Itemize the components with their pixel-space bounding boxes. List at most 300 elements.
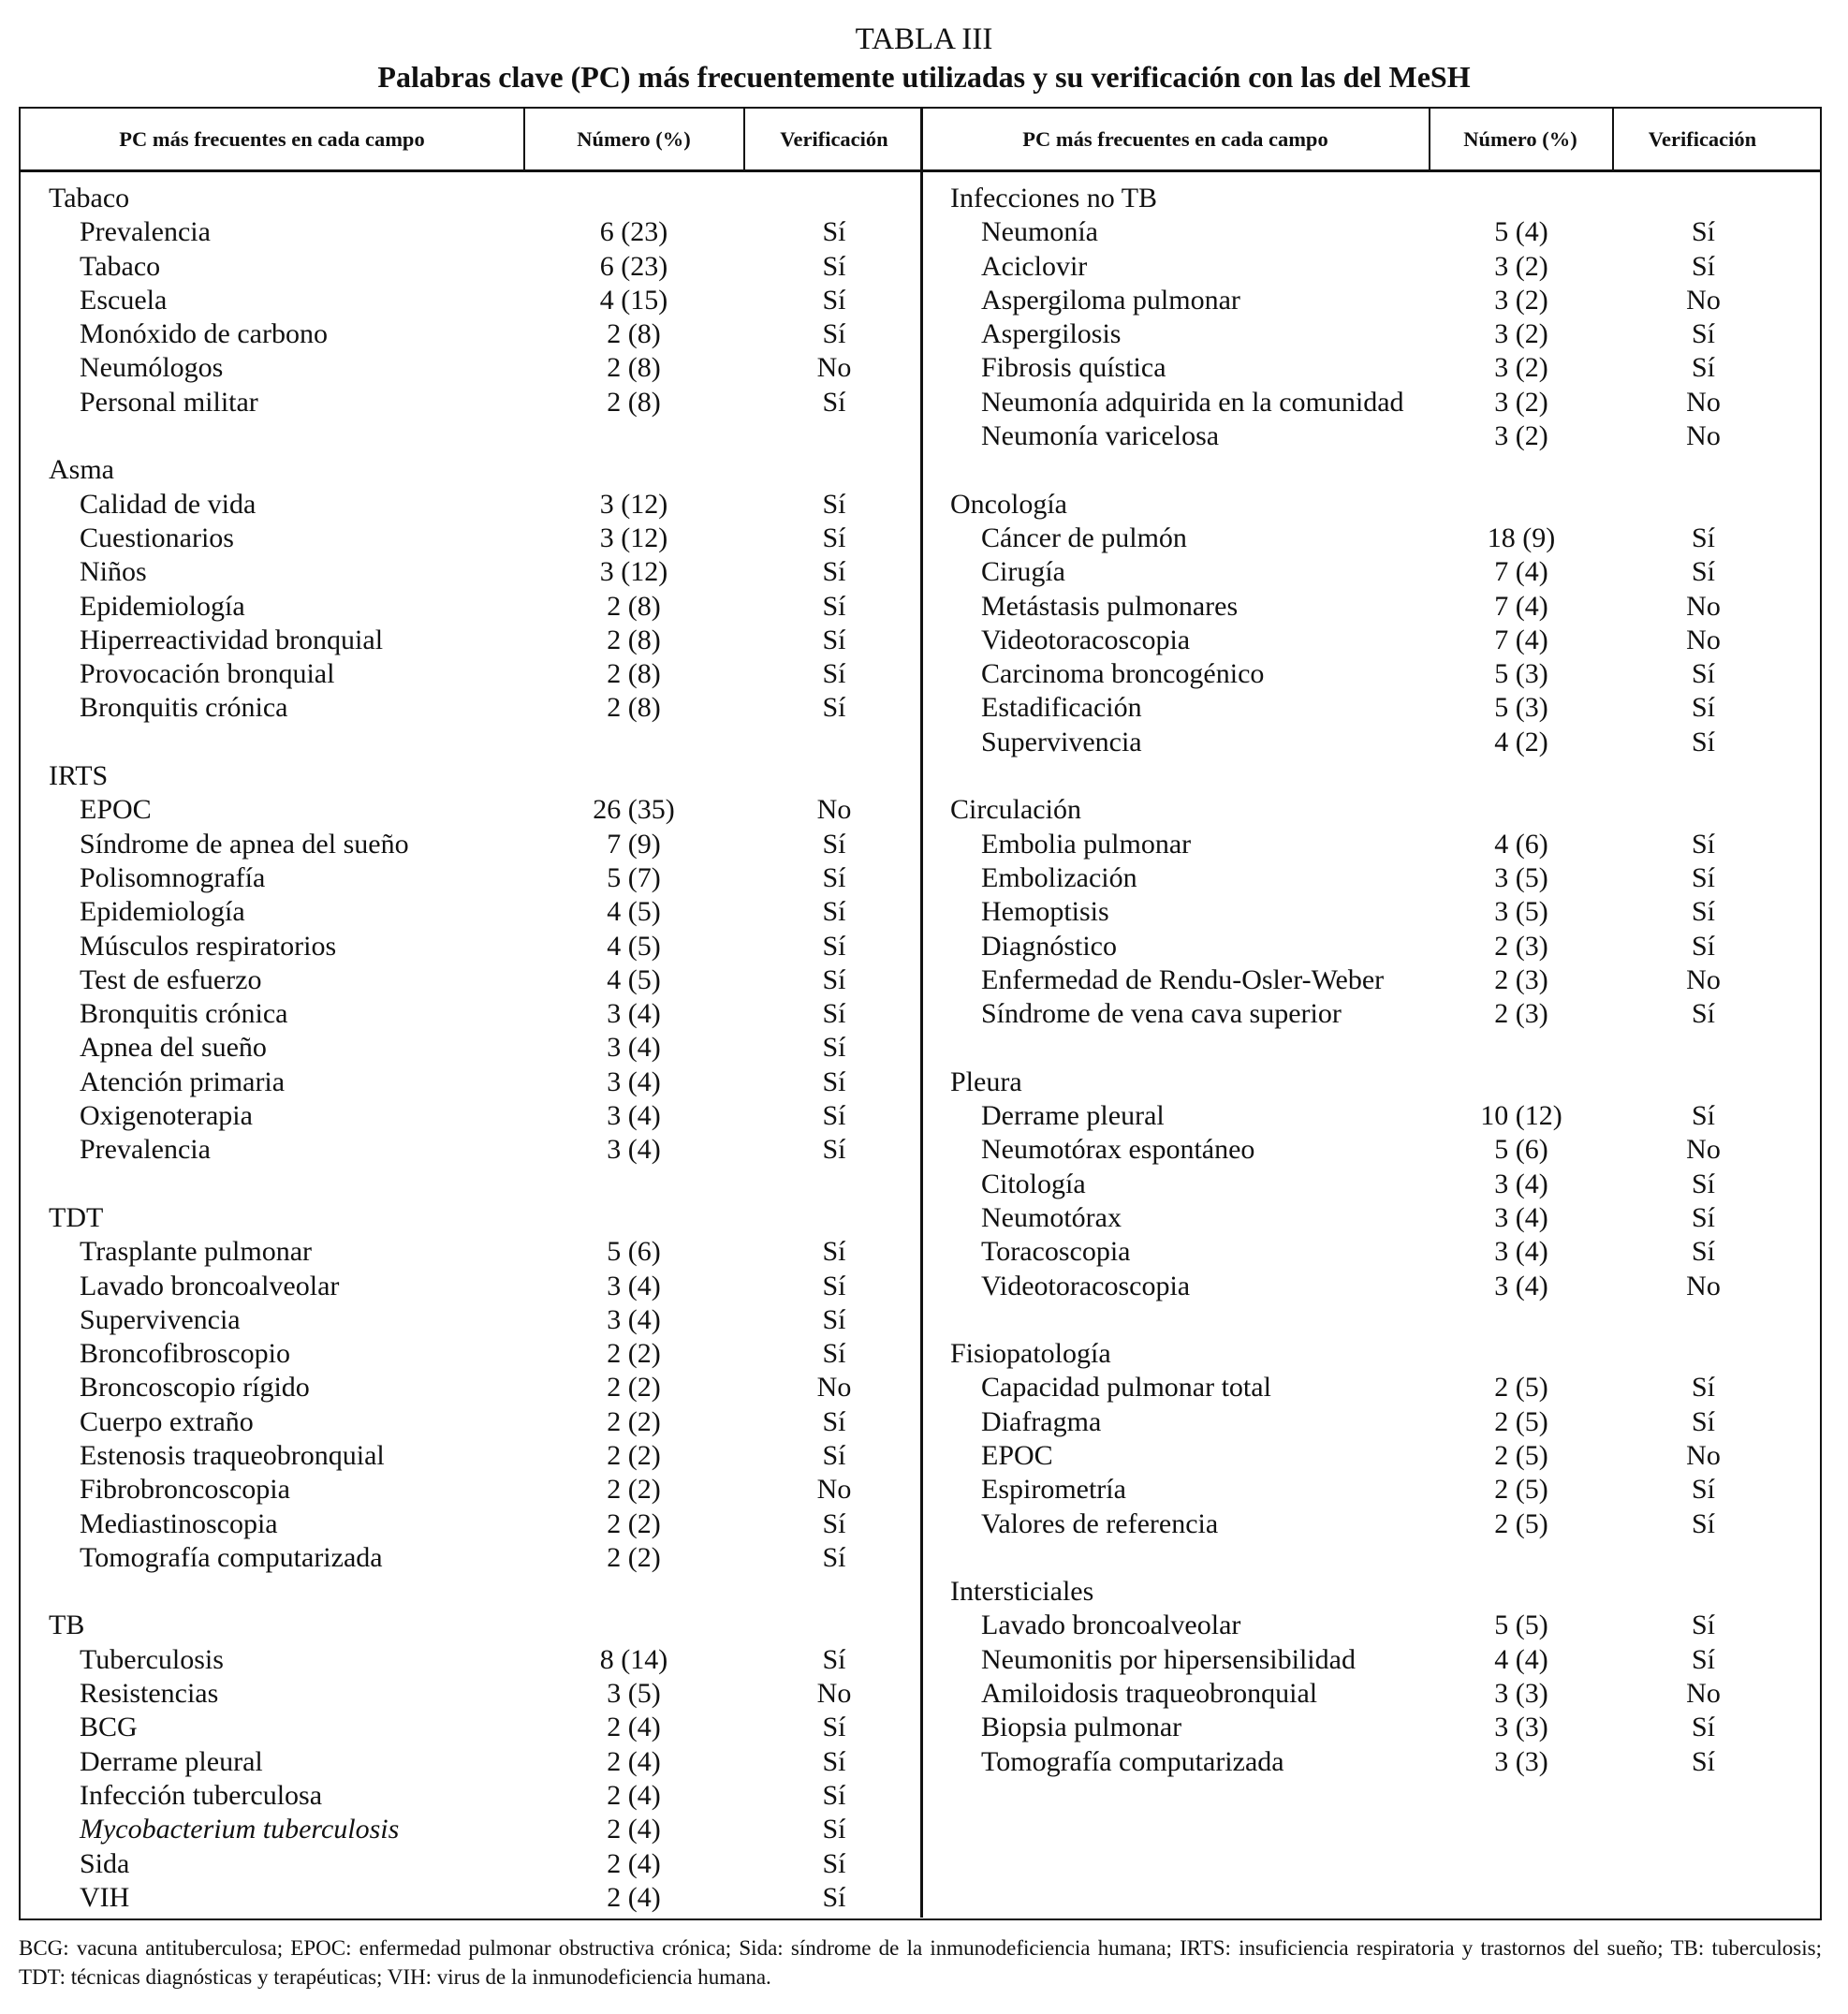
mesh-verification: Sí — [1691, 250, 1716, 282]
table-row — [21, 1541, 920, 1575]
table-row — [922, 522, 1794, 555]
keyword-term: Tomografía computarizada — [80, 1541, 383, 1573]
keyword-count: 3 (4) — [607, 1032, 661, 1064]
keyword-count: 5 (4) — [1494, 216, 1548, 248]
mesh-verification: Sí — [822, 1507, 846, 1539]
table-row — [922, 624, 1794, 657]
keyword-term: Aciclovir — [981, 250, 1088, 282]
keyword-term: Aspergiloma pulmonar — [981, 284, 1240, 316]
keyword-count: 3 (2) — [1494, 284, 1548, 316]
mesh-verification: Sí — [1691, 216, 1716, 248]
table-row — [21, 522, 920, 555]
mesh-verification: No — [1686, 1270, 1721, 1301]
keyword-term: Hiperreactividad bronquial — [80, 624, 384, 655]
mesh-verification: Sí — [822, 1643, 846, 1675]
keyword-term: Biopsia pulmonar — [981, 1712, 1182, 1743]
keyword-term: Prevalencia — [80, 1134, 211, 1166]
mesh-verification: Sí — [822, 1779, 846, 1811]
table-row — [21, 284, 920, 317]
keyword-term: Escuela — [80, 284, 168, 316]
mesh-verification: Sí — [822, 896, 846, 928]
mesh-verification: No — [1686, 386, 1721, 418]
mesh-verification: Sí — [1691, 1712, 1716, 1743]
right-column — [922, 182, 1794, 1813]
keyword-count: 2 (5) — [1494, 1439, 1548, 1471]
mesh-verification: No — [1686, 1678, 1721, 1710]
mesh-verification: Sí — [1691, 352, 1716, 384]
table-row — [21, 1507, 920, 1541]
group-header-row — [21, 1609, 920, 1642]
keyword-term: Neumonía adquirida en la comunidad — [981, 386, 1404, 418]
header-verification-left: Verificación — [780, 127, 888, 151]
mesh-verification: Sí — [822, 386, 846, 418]
header-term-left: PC más frecuentes en cada campo — [119, 127, 425, 151]
mesh-verification: Sí — [1691, 1474, 1716, 1506]
keyword-count: 7 (4) — [1494, 556, 1548, 588]
mesh-verification: No — [816, 794, 852, 826]
mesh-verification: No — [1686, 624, 1721, 655]
table-row — [21, 1745, 920, 1779]
mesh-verification: Sí — [1691, 861, 1716, 893]
keyword-term: Neumonitis por hipersensibilidad — [981, 1643, 1356, 1675]
mesh-verification: Sí — [822, 590, 846, 622]
keyword-count: 2 (8) — [607, 352, 661, 384]
keyword-term: EPOC — [981, 1439, 1053, 1471]
keyword-term: Test de esfuerzo — [80, 963, 262, 995]
keyword-count: 3 (5) — [1494, 861, 1548, 893]
keyword-count: 4 (15) — [599, 284, 668, 316]
keyword-count: 2 (2) — [607, 1439, 661, 1471]
mesh-verification: Sí — [822, 216, 846, 248]
table-row — [922, 317, 1794, 351]
table-title: Palabras clave (PC) más frecuentemente utilizadas y su verificación con las del MeSH — [377, 60, 1471, 94]
keyword-count: 6 (23) — [599, 250, 668, 282]
keyword-count: 3 (4) — [1494, 1168, 1548, 1199]
keyword-term: EPOC — [80, 794, 152, 826]
keyword-count: 26 (35) — [593, 794, 675, 826]
mesh-verification: No — [1686, 420, 1721, 452]
group-name: Asma — [49, 454, 114, 486]
mesh-verification: Sí — [822, 1881, 846, 1913]
mesh-verification: Sí — [822, 658, 846, 690]
keyword-count: 3 (2) — [1494, 250, 1548, 282]
mesh-verification: Sí — [822, 1847, 846, 1879]
keyword-term: Derrame pleural — [80, 1745, 263, 1777]
table-row — [922, 1677, 1794, 1711]
table-row — [21, 1473, 920, 1507]
keyword-count: 2 (2) — [607, 1338, 661, 1370]
table-row — [21, 1337, 920, 1371]
mesh-verification: Sí — [822, 692, 846, 724]
header-number-right: Número (%) — [1463, 127, 1577, 151]
table-row — [922, 386, 1794, 419]
mesh-verification: Sí — [1691, 522, 1716, 553]
keyword-term: Neumotórax espontáneo — [981, 1134, 1255, 1166]
keyword-term: Bronquitis crónica — [80, 692, 288, 724]
mesh-verification: Sí — [822, 1236, 846, 1268]
keyword-group — [21, 1609, 920, 1915]
mesh-verification: No — [816, 1372, 852, 1404]
table-row — [922, 250, 1794, 284]
keyword-term: Citología — [981, 1168, 1086, 1199]
mesh-verification: Sí — [1691, 1372, 1716, 1404]
keyword-count: 3 (3) — [1494, 1678, 1548, 1710]
keyword-term: Bronquitis crónica — [80, 998, 288, 1030]
keyword-count: 2 (8) — [607, 692, 661, 724]
keyword-term: Videotoracoscopia — [981, 1270, 1191, 1301]
keyword-term: Valores de referencia — [981, 1507, 1219, 1539]
group-header-row — [922, 793, 1794, 827]
keyword-term: Infección tuberculosa — [80, 1779, 323, 1811]
keyword-count: 7 (9) — [607, 828, 661, 860]
keyword-term: Epidemiología — [80, 896, 245, 928]
mesh-verification: Sí — [1691, 556, 1716, 588]
group-header-row — [21, 182, 920, 215]
table-row — [922, 1439, 1794, 1473]
keyword-count: 2 (8) — [607, 658, 661, 690]
table-row — [922, 828, 1794, 861]
group-header-row — [922, 182, 1794, 215]
keyword-term: Músculos respiratorios — [80, 930, 337, 962]
table-row — [922, 1371, 1794, 1404]
table-row — [21, 386, 920, 419]
mesh-verification: Sí — [1691, 930, 1716, 962]
table-row — [21, 1813, 920, 1846]
keyword-term: Fibrosis quística — [981, 352, 1166, 384]
keyword-count: 10 (12) — [1480, 1100, 1562, 1132]
keyword-group — [21, 182, 920, 419]
keyword-term: Síndrome de apnea del sueño — [80, 828, 409, 860]
keyword-term: Carcinoma broncogénico — [981, 658, 1265, 690]
keyword-term: Hemoptisis — [981, 896, 1109, 928]
group-name: Fisiopatología — [950, 1338, 1111, 1370]
keyword-term: Trasplante pulmonar — [80, 1236, 313, 1268]
mesh-verification: Sí — [1691, 828, 1716, 860]
keyword-count: 2 (2) — [607, 1474, 661, 1506]
keyword-count: 2 (4) — [607, 1745, 661, 1777]
keyword-count: 3 (4) — [607, 1270, 661, 1301]
table-row — [922, 555, 1794, 589]
mesh-verification: Sí — [822, 522, 846, 553]
table-row — [922, 895, 1794, 929]
mesh-verification: No — [1686, 590, 1721, 622]
mesh-verification: Sí — [822, 1270, 846, 1301]
keyword-count: 2 (8) — [607, 386, 661, 418]
group-header-row — [21, 759, 920, 793]
group-header-row — [922, 488, 1794, 522]
keyword-count: 3 (2) — [1494, 386, 1548, 418]
table-row — [922, 997, 1794, 1031]
mesh-verification: Sí — [1691, 1201, 1716, 1233]
mesh-verification: Sí — [822, 318, 846, 350]
table-row — [21, 1270, 920, 1303]
keyword-term: Supervivencia — [981, 726, 1142, 757]
table-row — [21, 793, 920, 827]
keyword-count: 2 (4) — [607, 1847, 661, 1879]
mesh-verification: Sí — [1691, 1100, 1716, 1132]
group-name: IRTS — [49, 760, 109, 792]
table-row — [922, 1473, 1794, 1507]
keyword-term: Toracoscopia — [981, 1236, 1131, 1268]
keyword-count: 3 (4) — [607, 1303, 661, 1335]
mesh-verification: Sí — [822, 1712, 846, 1743]
keyword-term: Neumonía — [981, 216, 1098, 248]
keyword-term: Sida — [80, 1847, 130, 1879]
table-row — [922, 1405, 1794, 1439]
table-row — [21, 624, 920, 657]
keyword-count: 3 (12) — [599, 522, 668, 553]
keyword-term: Amiloidosis traqueobronquial — [981, 1678, 1318, 1710]
keyword-term: Metástasis pulmonares — [981, 590, 1239, 622]
mesh-verification: Sí — [1691, 1405, 1716, 1437]
keyword-count: 2 (3) — [1494, 998, 1548, 1030]
table-row — [21, 1133, 920, 1167]
table-row — [922, 657, 1794, 691]
table-row — [21, 215, 920, 249]
group-name: TDT — [49, 1201, 104, 1233]
keyword-count: 3 (4) — [607, 1134, 661, 1166]
keyword-count: 5 (6) — [1494, 1134, 1548, 1166]
table-row — [21, 657, 920, 691]
keyword-term: Apnea del sueño — [80, 1032, 267, 1064]
keyword-count: 2 (4) — [607, 1779, 661, 1811]
mesh-verification: Sí — [1691, 318, 1716, 350]
mesh-verification: Sí — [1691, 726, 1716, 757]
group-name: Oncología — [950, 488, 1067, 520]
keyword-term: Lavado broncoalveolar — [80, 1270, 340, 1301]
group-name: Pleura — [950, 1066, 1022, 1097]
keyword-count: 4 (6) — [1494, 828, 1548, 860]
keyword-count: 2 (2) — [607, 1541, 661, 1573]
mesh-verification: No — [816, 1678, 852, 1710]
keyword-term: Cuestionarios — [80, 522, 234, 553]
keyword-term: Epidemiología — [80, 590, 245, 622]
table-row — [21, 1099, 920, 1133]
keyword-term: Embolia pulmonar — [981, 828, 1192, 860]
mesh-verification: Sí — [1691, 1236, 1716, 1268]
keyword-term: Supervivencia — [80, 1303, 241, 1335]
mesh-verification: Sí — [822, 1134, 846, 1166]
keyword-count: 4 (5) — [607, 896, 661, 928]
table-row — [922, 861, 1794, 895]
group-name: Tabaco — [49, 183, 130, 213]
keyword-count: 3 (5) — [607, 1678, 661, 1710]
table-row — [21, 1779, 920, 1813]
keyword-count: 3 (3) — [1494, 1712, 1548, 1743]
mesh-verification: Sí — [822, 963, 846, 995]
table-row — [21, 1881, 920, 1915]
keyword-count: 2 (5) — [1494, 1507, 1548, 1539]
group-name: Infecciones no TB — [950, 183, 1158, 213]
keyword-count: 3 (2) — [1494, 318, 1548, 350]
mesh-verification: Sí — [822, 1338, 846, 1370]
table-row — [21, 1066, 920, 1099]
keyword-count: 2 (2) — [607, 1507, 661, 1539]
keyword-term: Diafragma — [981, 1405, 1102, 1437]
keyword-term: Calidad de vida — [80, 488, 257, 520]
keyword-count: 2 (2) — [607, 1372, 661, 1404]
mesh-verification: Sí — [822, 624, 846, 655]
table-row — [21, 895, 920, 929]
mesh-verification: Sí — [822, 1100, 846, 1132]
table-row — [922, 215, 1794, 249]
table-row — [922, 590, 1794, 624]
table-row — [21, 828, 920, 861]
group-header-row — [21, 453, 920, 487]
table-caption — [0, 21, 1848, 96]
keyword-count: 8 (14) — [599, 1643, 668, 1675]
keyword-term: Videotoracoscopia — [981, 624, 1191, 655]
mesh-verification: Sí — [822, 930, 846, 962]
table-row — [922, 1270, 1794, 1303]
keyword-count: 4 (4) — [1494, 1643, 1548, 1675]
keyword-count: 4 (5) — [607, 963, 661, 995]
table-row — [21, 1847, 920, 1881]
table-row — [922, 1201, 1794, 1235]
mesh-verification: No — [1686, 963, 1721, 995]
keyword-count: 18 (9) — [1487, 522, 1556, 553]
table-row — [922, 1235, 1794, 1269]
keyword-count: 7 (4) — [1494, 624, 1548, 655]
mesh-verification: Sí — [822, 998, 846, 1030]
table-row — [21, 250, 920, 284]
group-name: Intersticiales — [950, 1576, 1094, 1608]
header-number-left: Número (%) — [577, 127, 691, 151]
keyword-count: 5 (3) — [1494, 658, 1548, 690]
keyword-count: 2 (8) — [607, 318, 661, 350]
mesh-verification: No — [1686, 1439, 1721, 1471]
mesh-verification: Sí — [822, 1439, 846, 1471]
table-row — [21, 488, 920, 522]
keyword-count: 3 (4) — [1494, 1201, 1548, 1233]
keyword-count: 3 (5) — [1494, 896, 1548, 928]
table-row — [922, 963, 1794, 997]
mesh-verification: Sí — [1691, 1745, 1716, 1777]
table-row — [922, 1133, 1794, 1167]
keyword-group — [21, 453, 920, 725]
header-verification-right: Verificación — [1648, 127, 1757, 151]
keyword-group — [922, 793, 1794, 1031]
table-row — [922, 1507, 1794, 1541]
table-row — [21, 1031, 920, 1065]
mesh-verification: Sí — [822, 488, 846, 520]
table-row — [922, 1609, 1794, 1642]
keyword-count: 4 (2) — [1494, 726, 1548, 757]
keyword-term: Cáncer de pulmón — [981, 522, 1187, 553]
keyword-count: 3 (4) — [1494, 1236, 1548, 1268]
keyword-term: Monóxido de carbono — [80, 318, 328, 350]
keyword-count: 2 (4) — [607, 1881, 661, 1913]
mesh-verification: Sí — [822, 861, 846, 893]
keyword-count: 3 (2) — [1494, 352, 1548, 384]
keyword-term: Oxigenoterapia — [80, 1100, 253, 1132]
mesh-verification: No — [816, 352, 852, 384]
table-footnote: BCG: vacuna antituberculosa; EPOC: enfermedad pulmonar obstructiva crónica; Sida: síndrome de la inmunodeficiencia humana; IRTS: insuficiencia respiratoria y trastornos del sueño; TB: tuberculosis; TDT: técnicas diagnósticas y terapéuticas; VIH: virus de la inmunodeficiencia humana. — [19, 1936, 1822, 1989]
mesh-verification: Sí — [1691, 692, 1716, 724]
mesh-verification: Sí — [822, 1303, 846, 1335]
keyword-term: Lavado broncoalveolar — [981, 1610, 1241, 1641]
keyword-term: Mycobacterium tuberculosis — [80, 1814, 400, 1845]
keyword-term: Síndrome de vena cava superior — [981, 998, 1342, 1030]
group-header-row — [922, 1066, 1794, 1099]
table-row — [21, 1711, 920, 1744]
mesh-verification: Sí — [822, 1066, 846, 1097]
header-term-right: PC más frecuentes en cada campo — [1022, 127, 1328, 151]
keyword-term: Tabaco — [80, 250, 161, 282]
keyword-count: 5 (6) — [607, 1236, 661, 1268]
keyword-count: 2 (4) — [607, 1814, 661, 1845]
mesh-verification: No — [1686, 1134, 1721, 1166]
table-row — [922, 1168, 1794, 1201]
keyword-count: 2 (3) — [1494, 963, 1548, 995]
keyword-term: Provocación bronquial — [80, 658, 335, 690]
group-header-row — [21, 1201, 920, 1235]
table-row — [922, 284, 1794, 317]
keyword-count: 3 (4) — [1494, 1270, 1548, 1301]
mesh-verification: Sí — [1691, 998, 1716, 1030]
mesh-verification: Sí — [822, 1405, 846, 1437]
keyword-count: 3 (12) — [599, 556, 668, 588]
keyword-count: 3 (3) — [1494, 1745, 1548, 1777]
keyword-count: 3 (2) — [1494, 420, 1548, 452]
mesh-verification: Sí — [1691, 896, 1716, 928]
table-row — [21, 691, 920, 725]
keyword-term: Atención primaria — [80, 1066, 286, 1097]
mesh-verification: Sí — [1691, 1643, 1716, 1675]
keyword-count: 7 (4) — [1494, 590, 1548, 622]
mesh-verification: Sí — [1691, 658, 1716, 690]
keyword-group — [922, 1575, 1794, 1779]
table-row — [922, 1745, 1794, 1779]
keyword-term: Diagnóstico — [981, 930, 1117, 962]
keyword-count: 3 (4) — [607, 1066, 661, 1097]
keyword-term: Tomografía computarizada — [981, 1745, 1284, 1777]
keyword-count: 5 (5) — [1494, 1610, 1548, 1641]
keyword-term: Embolización — [981, 861, 1137, 893]
mesh-verification: No — [1686, 284, 1721, 316]
keyword-term: Fibrobroncoscopia — [80, 1474, 290, 1506]
keyword-count: 3 (4) — [607, 1100, 661, 1132]
table-row — [21, 930, 920, 963]
table-row — [922, 351, 1794, 385]
keyword-term: Neumotórax — [981, 1201, 1122, 1233]
keyword-term: VIH — [80, 1881, 130, 1913]
group-name: TB — [49, 1610, 85, 1641]
group-header-row — [922, 1337, 1794, 1371]
keyword-term: Prevalencia — [80, 216, 211, 248]
mesh-verification: Sí — [1691, 1168, 1716, 1199]
table-row — [922, 930, 1794, 963]
table-row — [922, 726, 1794, 759]
mesh-verification: Sí — [1691, 1610, 1716, 1641]
table-row — [21, 861, 920, 895]
keyword-group — [922, 1337, 1794, 1541]
keyword-term: Broncoscopio rígido — [80, 1372, 310, 1404]
keyword-term: Polisomnografía — [80, 861, 266, 893]
mesh-verification: Sí — [822, 556, 846, 588]
table-row — [922, 691, 1794, 725]
keyword-term: Resistencias — [80, 1678, 219, 1710]
table-row — [21, 1643, 920, 1677]
keyword-group — [922, 182, 1794, 453]
table-row — [21, 351, 920, 385]
mesh-verification: Sí — [822, 828, 846, 860]
keyword-term: Aspergilosis — [981, 318, 1122, 350]
table-row — [21, 1235, 920, 1269]
keyword-term: Neumólogos — [80, 352, 224, 384]
table-row — [21, 1439, 920, 1473]
keyword-term: Capacidad pulmonar total — [981, 1372, 1271, 1404]
